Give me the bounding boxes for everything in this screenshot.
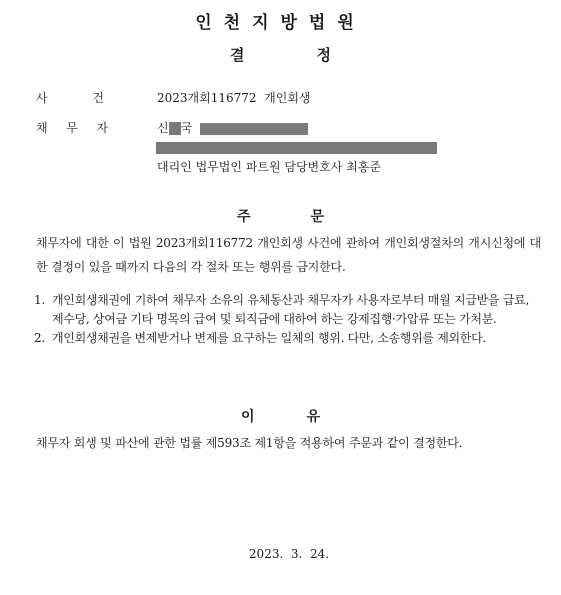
case-label: 사 건 xyxy=(36,91,104,105)
court-name: 인천지방법원 xyxy=(195,13,366,33)
document-type-title xyxy=(0,44,561,65)
reason-title: 이 유 xyxy=(240,409,321,425)
redacted-address xyxy=(156,142,437,154)
order-items xyxy=(34,291,529,348)
decision-date: 2023. 3. 24. xyxy=(248,547,330,561)
list-item: 1. 개인회생채권에 기하여 채무자 소유의 유체동산과 채무자가 사용자로부터 매월 지급받을 급료, 제수당, 상여금 기타 명목의 급여 및 퇴직금에 대하여 하는 강제집행·가압류 또는 가처분. xyxy=(34,293,529,326)
debtor-name-last: 국 xyxy=(180,121,193,135)
order-intro: 채무자에 대한 이 법원 2023개회116772 개인회생 사건에 관하여 개인회생절차의 개시신청에 대한 결정이 있을 때까지 다음의 각 절차 또는 행위를 금지한다. xyxy=(36,236,541,274)
debtor-label: 채 무 자 xyxy=(36,121,108,135)
document-type-char: 결 xyxy=(230,46,245,64)
list-item: 2. 개인회생채권을 변제받거나 변제를 요구하는 일체의 행위. 다만, 소송행위를 제외한다. xyxy=(34,331,486,345)
debtor-name xyxy=(157,119,308,137)
redacted-block xyxy=(169,122,181,135)
document-type-char: 정 xyxy=(316,46,331,64)
order-title: 주 문 xyxy=(236,209,325,225)
debtor-name-first: 신 xyxy=(157,121,169,135)
redacted-block xyxy=(200,123,308,135)
reason-text: 채무자 회생 및 파산에 관한 법률 제593조 제1항을 적용하여 주문과 같이 결정한다. xyxy=(36,436,463,450)
case-number: 2023개회116772 개인회생 xyxy=(157,91,311,105)
agent-line: 대리인 법무법인 파트원 담당변호사 최홍준 xyxy=(157,160,381,174)
